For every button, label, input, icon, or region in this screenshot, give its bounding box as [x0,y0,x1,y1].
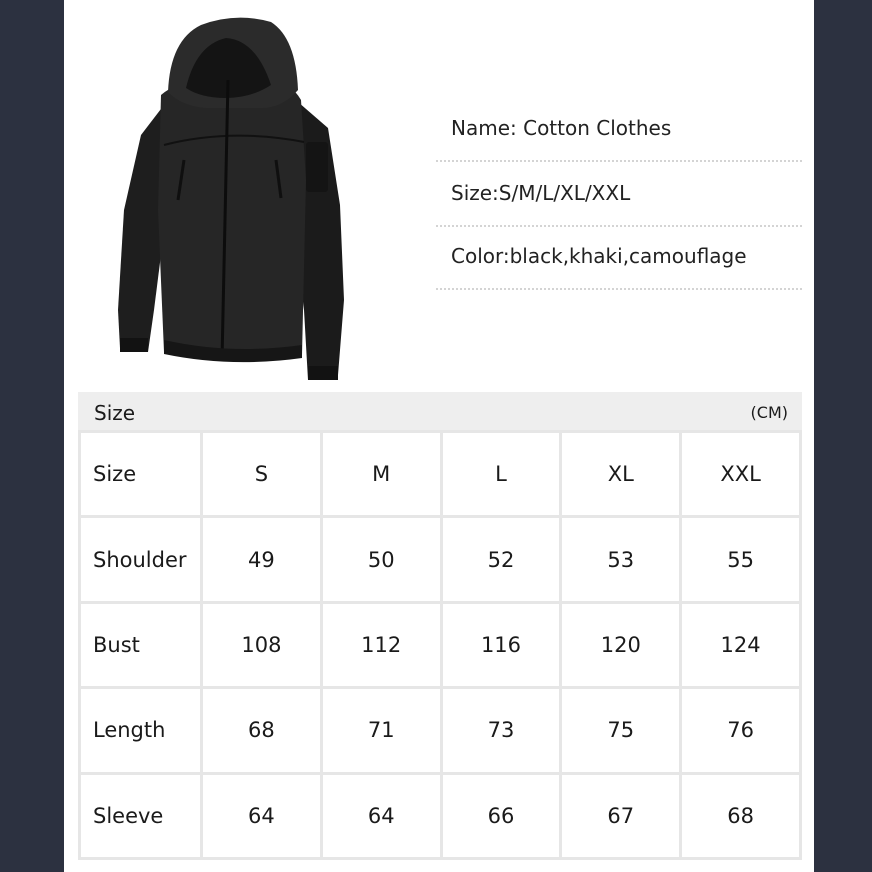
row-label: Size [81,433,200,515]
info-size [436,165,802,227]
value-cell: 116 [443,604,560,686]
value-cell: 76 [682,689,799,771]
table-row-bust [81,604,799,686]
size-cell: S [203,433,320,515]
value-cell: 68 [682,775,799,857]
size-header-row [81,433,799,515]
info-name-text: Name: Cotton Clothes [451,116,672,140]
size-cell: XXL [682,433,799,515]
value-cell: 49 [203,518,320,600]
info-size-text: Size:S/M/L/XL/XXL [451,181,631,205]
value-cell: 50 [323,518,440,600]
value-cell: 64 [203,775,320,857]
value-cell: 55 [682,518,799,600]
value-cell: 108 [203,604,320,686]
value-cell: 52 [443,518,560,600]
jacket-image [106,10,356,390]
row-label: Sleeve [81,775,200,857]
value-cell: 68 [203,689,320,771]
value-cell: 53 [562,518,679,600]
info-color-text: Color:black,khaki,camouflage [451,244,747,268]
value-cell: 112 [323,604,440,686]
table-row-shoulder [81,518,799,600]
size-table-title: Size [94,401,136,425]
size-cell: L [443,433,560,515]
value-cell: 75 [562,689,679,771]
table-row-length [81,689,799,771]
value-cell: 73 [443,689,560,771]
row-label: Bust [81,604,200,686]
info-name [436,100,802,162]
value-cell: 64 [323,775,440,857]
table-row-sleeve [81,775,799,857]
size-table-unit: (CM) [750,403,788,422]
value-cell: 67 [562,775,679,857]
size-table-header [78,392,802,430]
size-cell: XL [562,433,679,515]
row-label: Length [81,689,200,771]
value-cell: 120 [562,604,679,686]
size-table [78,430,802,860]
value-cell: 71 [323,689,440,771]
value-cell: 124 [682,604,799,686]
info-color [436,228,802,290]
product-sheet [64,0,814,872]
value-cell: 66 [443,775,560,857]
size-cell: M [323,433,440,515]
row-label: Shoulder [81,518,200,600]
